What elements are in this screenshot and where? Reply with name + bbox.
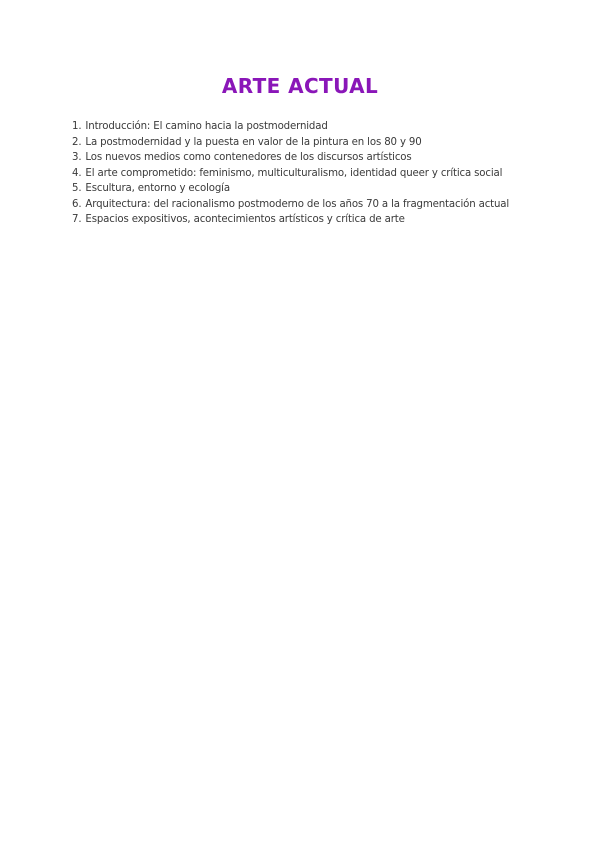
toc-item-1 (72, 119, 542, 135)
toc-item-3 (72, 150, 542, 166)
toc-item-5 (72, 181, 542, 197)
toc-item-text: Espacios expositivos, acontecimientos artísticos y crítica de arte (85, 214, 405, 225)
toc-item-2 (72, 135, 542, 151)
table-of-contents (72, 119, 542, 228)
toc-item-text: Escultura, entorno y ecología (85, 183, 230, 194)
toc-item-text: El arte comprometido: feminismo, multiculturalismo, identidad queer y crítica social (85, 167, 503, 179)
toc-item-number: 3. (72, 152, 82, 163)
document-title: ARTE ACTUAL (221, 74, 379, 98)
toc-item-number: 5. (72, 183, 82, 194)
toc-item-number: 7. (72, 214, 82, 225)
toc-item-text: Los nuevos medios como contenedores de los discursos artísticos (85, 152, 412, 163)
toc-item-6 (72, 197, 542, 213)
toc-item-text: La postmodernidad y la puesta en valor de la pintura en los 80 y 90 (85, 136, 422, 148)
toc-item-text: Introducción: El camino hacia la postmodernidad (85, 121, 328, 132)
toc-item-number: 4. (72, 167, 82, 179)
toc-item-text: Arquitectura: del racionalismo postmoderno de los años 70 a la fragmentación actual (85, 198, 510, 210)
toc-item-number: 1. (72, 121, 82, 132)
toc-item-number: 6. (72, 198, 82, 210)
toc-item-number: 2. (72, 136, 82, 148)
toc-item-4 (72, 166, 542, 182)
toc-item-7 (72, 212, 542, 228)
